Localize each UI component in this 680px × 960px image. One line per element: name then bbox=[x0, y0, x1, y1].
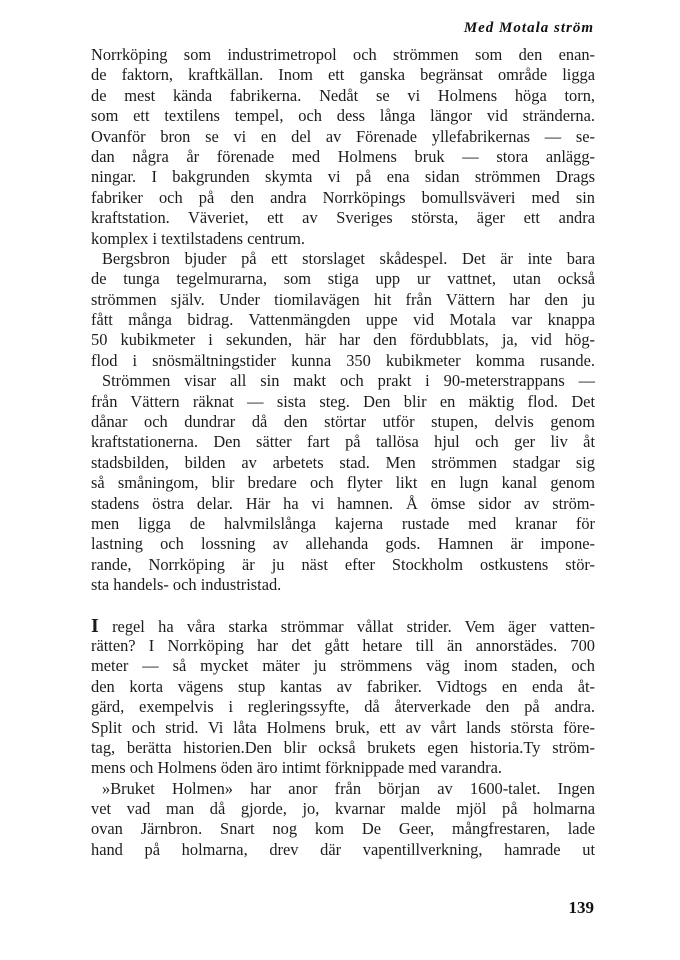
text-line: men ligga de halvmilslånga kajerna rustade med kranar för bbox=[91, 513, 595, 533]
paragraph bbox=[91, 779, 595, 861]
text-line-rest: regel ha våra starka strömmar vållat strider. Vem äger vatten- bbox=[98, 616, 595, 636]
text-line: mens och Holmens öden äro intimt förknippade med varandra. bbox=[91, 758, 503, 778]
text-line: de faktorn, kraftkällan. Inom ett ganska begränsat område ligga bbox=[91, 65, 595, 85]
text-line: ovan Järnbron. Snart nog kom De Geer, mångfrestaren, lade bbox=[91, 819, 595, 839]
text-line: från Vättern räknat — sista steg. Den blir en mäktig flod. Det bbox=[91, 391, 595, 411]
text-line: så småningom, blir bredare och flyter likt en lugn kanal genom bbox=[91, 473, 595, 493]
paragraph bbox=[91, 371, 595, 595]
text-line: den korta vägens stup kantas av fabriker. Vidtogs en enda åt- bbox=[91, 676, 595, 696]
page-number: 139 bbox=[568, 898, 594, 917]
text-line: Split och strid. Vi låta Holmens bruk, ett av vårt lands största före- bbox=[91, 717, 595, 737]
text-line: Bergsbron bjuder på ett storslaget skådespel. Det är inte bara bbox=[102, 248, 595, 268]
initial-letter: I bbox=[91, 614, 99, 637]
text-line: Strömmen visar all sin makt och prakt i 90-meterstrappans — bbox=[102, 371, 595, 391]
text-line: fabriker och på den andra Norrköpings bomullsväveri med sin bbox=[91, 187, 595, 207]
text-line: dan några år förenade med Holmens bruk — stora anlägg- bbox=[91, 146, 595, 166]
paragraph bbox=[91, 616, 595, 779]
text-line: meter — så mycket mäter ju strömmens väg inom staden, och bbox=[91, 656, 595, 676]
text-line: fått många bidrag. Vattenmängden uppe vid Motala var knappa bbox=[91, 310, 595, 330]
text-line: Ovanför bron se vi en del av Förenade yllefabrikernas — se- bbox=[91, 126, 595, 146]
text-line: dånar och dundrar då den störtar utför stupen, delvis genom bbox=[91, 412, 595, 432]
text-line: vet vad man då gjorde, jo, kvarnar malde mjöl på holmarna bbox=[91, 799, 595, 819]
text-line: sta handels- och industristad. bbox=[91, 575, 282, 595]
text-line: komplex i textilstadens centrum. bbox=[91, 228, 305, 248]
text-line: de mest kända fabrikerna. Nedåt se vi Holmens höga torn, bbox=[91, 85, 595, 105]
text-line: tag, berätta historien.Den blir också brukets egen historia.Ty ström- bbox=[91, 737, 595, 757]
text-line: som ett textilens tempel, och dess långa längor vid stränderna. bbox=[91, 106, 595, 126]
text-line: kraftstation. Väveriet, ett av Sveriges största, äger ett andra bbox=[91, 208, 595, 228]
text-line: hand på holmarna, drev där vapentillverkning, hamrade ut bbox=[91, 839, 595, 859]
text-line: stadens östra delar. Här ha vi hamnen. Å ömse sidor av ström- bbox=[91, 493, 595, 513]
text-line: rande, Norrköping är ju näst efter Stockholm ostkustens stör- bbox=[91, 554, 595, 574]
text-line: Norrköping som industrimetropol och strömmen som den enan- bbox=[91, 45, 595, 64]
body-text bbox=[91, 45, 595, 860]
text-line: rätten? I Norrköping har det gått hetare till än annorstädes. 700 bbox=[91, 635, 595, 655]
text-line: strömmen själv. Under tiomilavägen hit från Vättern har den ju bbox=[91, 289, 595, 309]
text-line: 50 kubikmeter i sekunden, här har den fördubblats, ja, vid hög- bbox=[91, 330, 595, 350]
paragraph bbox=[91, 249, 595, 371]
section-break bbox=[91, 596, 595, 616]
running-head: Med Motala ström bbox=[463, 20, 594, 36]
text-line bbox=[91, 616, 595, 636]
text-line: stadsbilden, bilden av arbetets stad. Men strömmen stadgar sig bbox=[91, 452, 595, 472]
text-line: de tunga tegelmurarna, som stiga upp ur vattnet, utan också bbox=[91, 269, 595, 289]
text-line: ningar. I bakgrunden skymta vi på ena sidan strömmen Drags bbox=[91, 167, 595, 187]
text-line: kraftstationerna. Den sätter fart på tallösa hjul och ger liv åt bbox=[91, 432, 595, 452]
text-line: gärd, exempelvis i regleringssyfte, då återverkade den på andra. bbox=[91, 697, 595, 717]
text-line: lastning och lossning av allehanda gods. Hamnen är impone- bbox=[91, 534, 595, 554]
text-line: flod i snösmältningstider kunna 350 kubikmeter komma rusande. bbox=[91, 350, 595, 370]
paragraph bbox=[91, 45, 595, 249]
text-line: »Bruket Holmen» har anor från början av 1600-talet. Ingen bbox=[102, 778, 595, 798]
